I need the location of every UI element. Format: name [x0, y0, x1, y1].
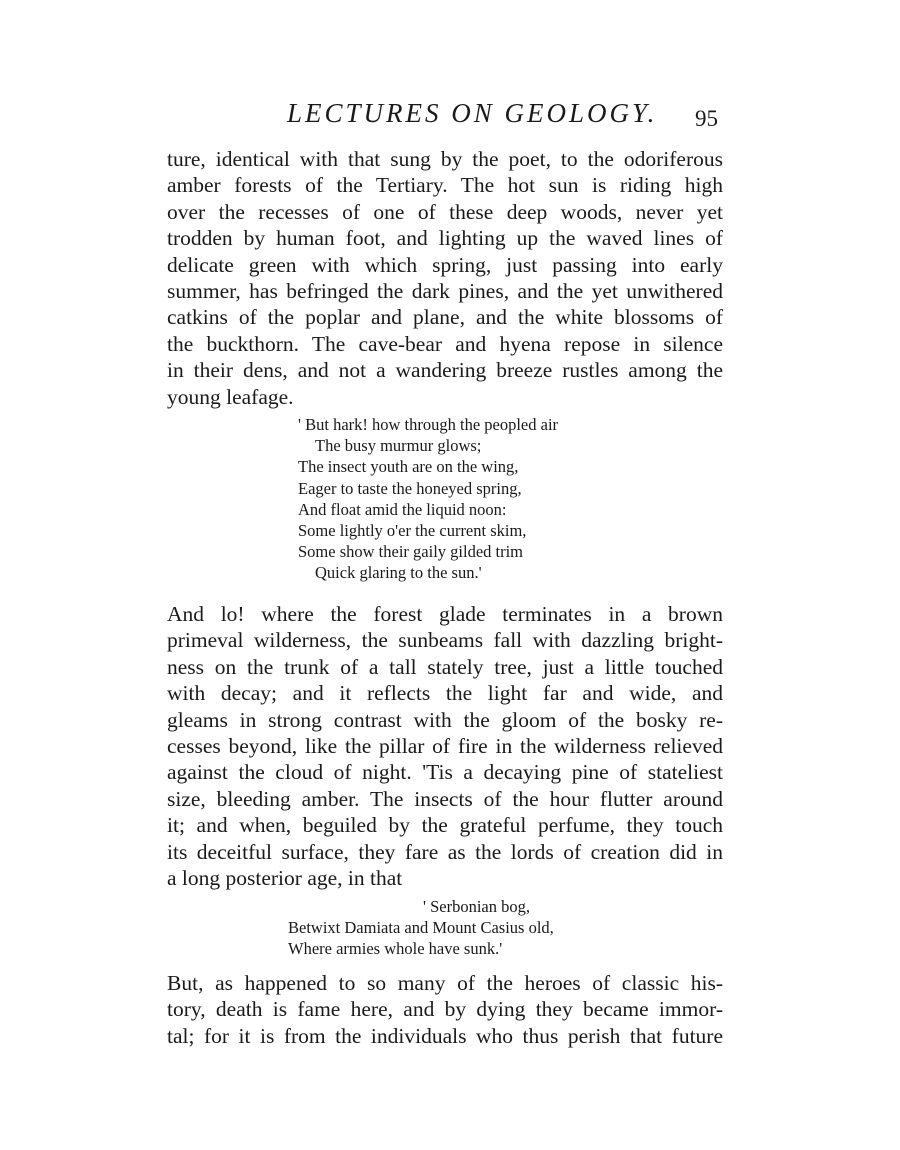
text-line: And lo! where the forest glade terminates in a brown [167, 602, 723, 626]
verse-line: Eager to taste the honeyed spring, [298, 478, 522, 498]
text-line: catkins of the poplar and plane, and the white blossoms of [167, 305, 723, 330]
text-line: it; and when, beguiled by the grateful perfume, they touch [167, 813, 723, 838]
text-line: young leafage. [167, 384, 294, 409]
text-line: ness on the trunk of a tall stately tree, just a little touched [167, 654, 723, 679]
text-line: ture, identical with that sung by the poet, to the odoriferous [167, 147, 723, 171]
text-line: with decay; and it reflects the light far and wide, and [167, 681, 723, 706]
verse-line: And float amid the liquid noon: [298, 499, 507, 519]
paragraph-3 [167, 970, 723, 1049]
text-line: trodden by human foot, and lighting up the waved lines of [167, 226, 723, 251]
verse-quotation-1 [298, 414, 558, 584]
paragraph-1 [167, 146, 723, 410]
verse-line: ' But hark! how through the peopled air [298, 415, 559, 434]
verse-line: ' Serbonian bog, [423, 897, 531, 916]
verse-line: Where armies whole have sunk.' [288, 939, 503, 959]
verse-line: Some lightly o'er the current skim, [298, 520, 527, 540]
verse-quotation-2 [288, 896, 554, 960]
text-line: tory, death is fame here, and by dying they became immor- [167, 997, 723, 1022]
text-line: But, as happened to so many of the heroes of classic his- [167, 971, 723, 995]
text-line: summer, has befringed the dark pines, and the yet unwithered [167, 278, 723, 303]
page-number: 95 [695, 106, 718, 131]
verse-line: Quick glaring to the sun.' [315, 563, 482, 583]
text-line: against the cloud of night. 'Tis a decaying pine of stateliest [167, 760, 723, 785]
text-line: in their dens, and not a wandering breeze rustles among the [167, 358, 723, 383]
paragraph-2 [167, 601, 723, 891]
running-title: LECTURES ON GEOLOGY. [287, 98, 658, 128]
text-line: tal; for it is from the individuals who thus perish that future [167, 1023, 723, 1048]
text-line: size, bleeding amber. The insects of the hour flutter around [167, 786, 723, 811]
text-line: over the recesses of one of these deep woods, never yet [167, 199, 723, 224]
text-line: gleams in strong contrast with the gloom of the bosky re- [167, 707, 723, 732]
text-line: a long posterior age, in that [167, 865, 403, 890]
verse-line: Betwixt Damiata and Mount Casius old, [288, 918, 554, 938]
text-line: the buckthorn. The cave-bear and hyena repose in silence [167, 331, 723, 356]
verse-line: The busy murmur glows; [315, 436, 482, 456]
text-line: cesses beyond, like the pillar of fire in the wilderness relieved [167, 733, 723, 758]
text-line: its deceitful surface, they fare as the lords of creation did in [167, 839, 723, 864]
text-line: primeval wilderness, the sunbeams fall with dazzling bright- [167, 628, 723, 653]
text-line: delicate green with which spring, just passing into early [167, 252, 723, 277]
verse-line: Some show their gaily gilded trim [298, 542, 524, 562]
verse-line: The insect youth are on the wing, [298, 457, 519, 477]
text-line: amber forests of the Tertiary. The hot sun is riding high [167, 173, 723, 198]
